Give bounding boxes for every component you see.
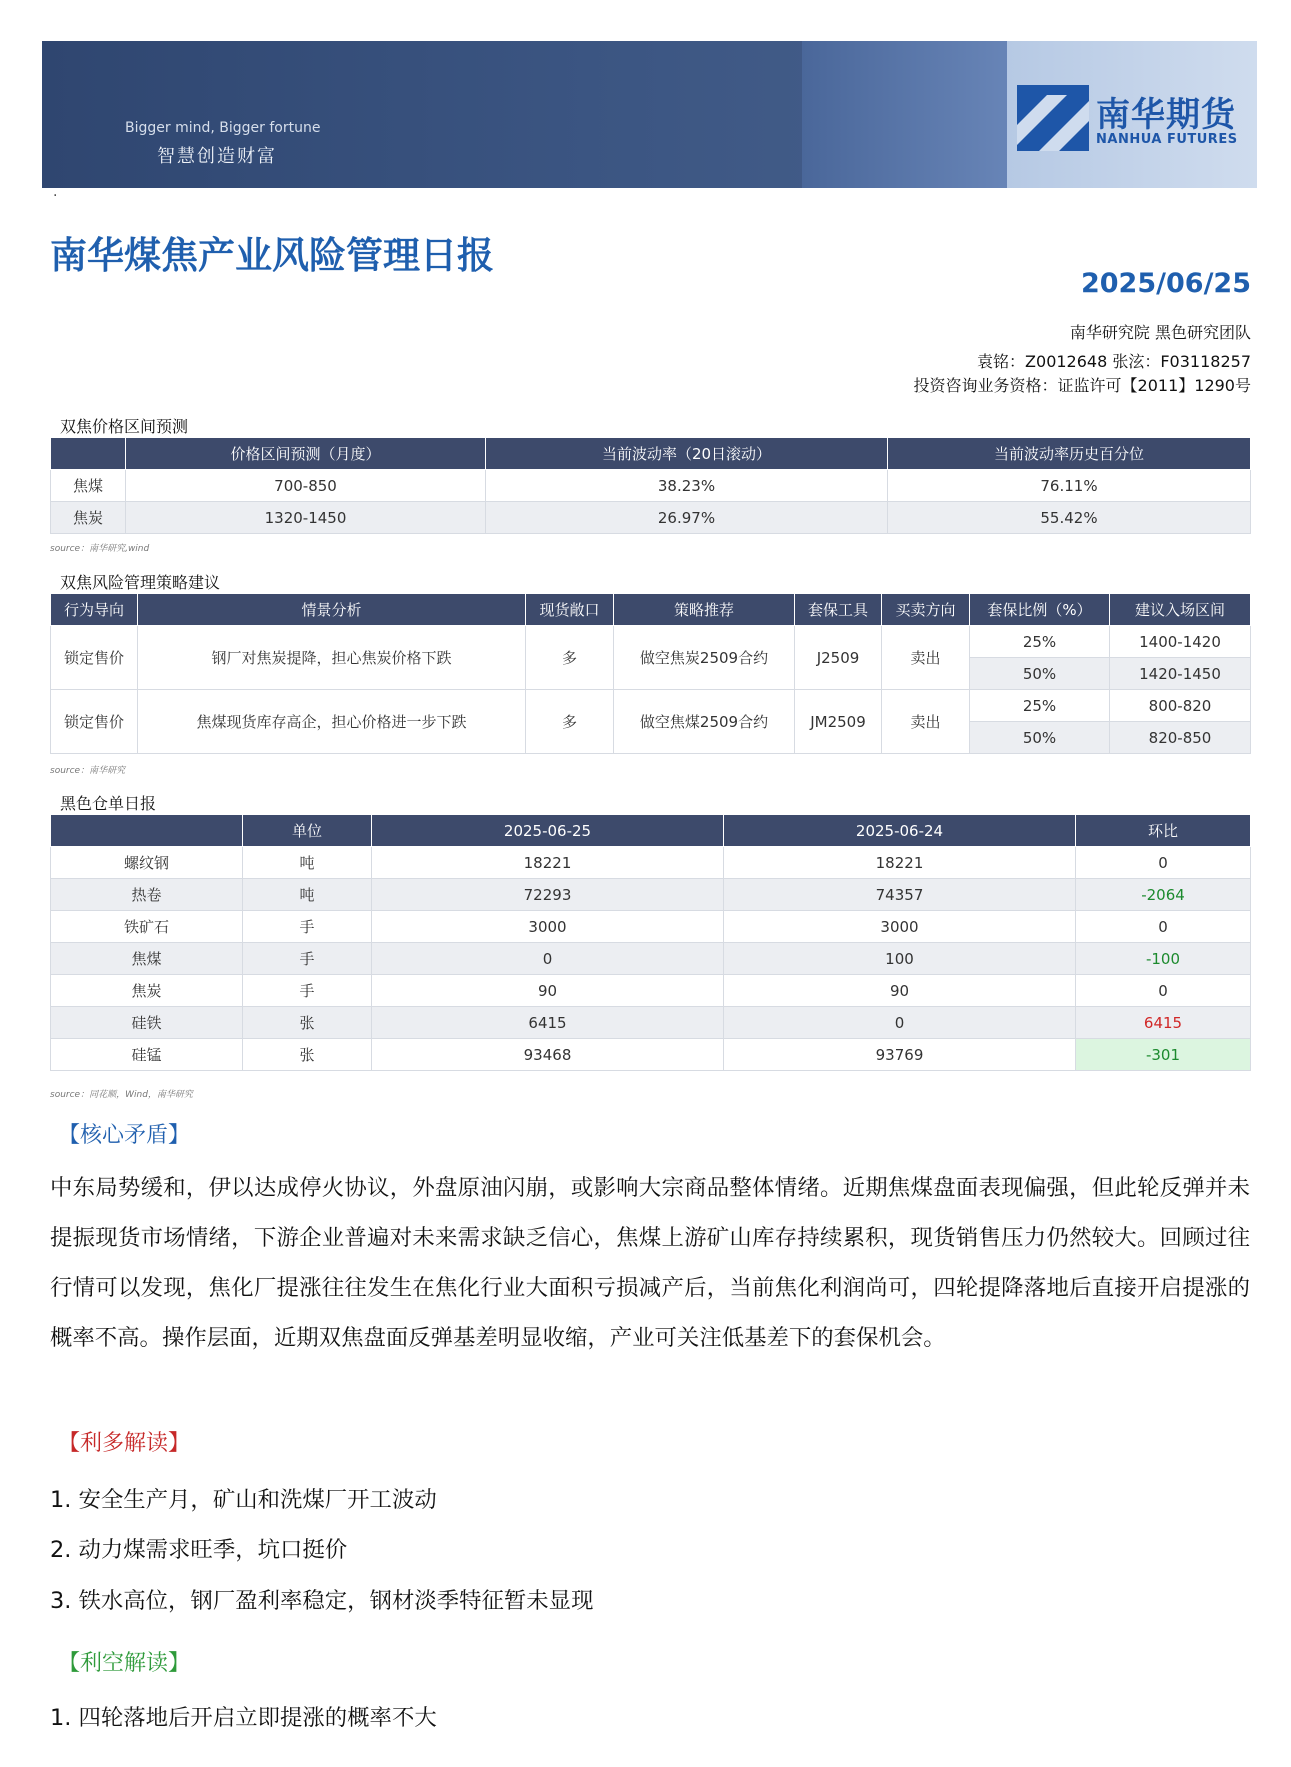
table-cell: 锁定售价 xyxy=(51,690,138,754)
table-row xyxy=(51,911,1251,943)
table-cell: 张 xyxy=(243,1039,372,1071)
table-cell: 90 xyxy=(372,975,724,1007)
change-cell: 6415 xyxy=(1076,1007,1251,1039)
slogan-english: Bigger mind, Bigger fortune xyxy=(125,120,321,136)
table-cell: 焦煤现货库存高企，担心价格进一步下跌 xyxy=(138,690,526,754)
column-header: 当前波动率（20日滚动） xyxy=(486,438,888,470)
logo-text-english: NANHUA FUTURES xyxy=(1096,132,1238,147)
table-cell: 多 xyxy=(526,626,614,690)
table-cell: 卖出 xyxy=(882,626,970,690)
change-cell: -100 xyxy=(1076,943,1251,975)
core-conflict-heading: 【核心矛盾】 xyxy=(58,1123,191,1148)
column-header: 情景分析 xyxy=(138,594,526,626)
table-cell: 93769 xyxy=(724,1039,1076,1071)
bullish-item: 3. 铁水高位，钢厂盈利率稳定，钢材淡季特征暂未显现 xyxy=(50,1588,594,1614)
strategy-table xyxy=(50,593,1251,754)
table-cell: 硅铁 xyxy=(51,1007,243,1039)
table-header-row xyxy=(51,815,1251,847)
warehouse-table-source: source：同花顺，Wind，南华研究 xyxy=(50,1090,193,1100)
table-cell: 硅锰 xyxy=(51,1039,243,1071)
column-header: 单位 xyxy=(243,815,372,847)
table-cell: 焦炭 xyxy=(51,975,243,1007)
column-header: 买卖方向 xyxy=(882,594,970,626)
table-cell: 18221 xyxy=(724,847,1076,879)
research-team: 南华研究院 黑色研究团队 xyxy=(1069,323,1251,342)
bullish-item: 2. 动力煤需求旺季，坑口挺价 xyxy=(50,1537,348,1563)
table-cell: 55.42% xyxy=(888,502,1251,534)
column-header: 2025-06-25 xyxy=(372,815,724,847)
table-row xyxy=(51,690,1251,722)
column-header: 行为导向 xyxy=(51,594,138,626)
header-banner xyxy=(42,41,1257,188)
column-header: 价格区间预测（月度） xyxy=(126,438,486,470)
table-cell: 锁定售价 xyxy=(51,626,138,690)
table-cell: 700-850 xyxy=(126,470,486,502)
table-cell: 做空焦煤2509合约 xyxy=(614,690,795,754)
table-cell: 1420-1450 xyxy=(1110,658,1251,690)
table-cell: J2509 xyxy=(795,626,882,690)
analyst-ids: 袁铭：Z0012648 张泫：F03118257 xyxy=(977,352,1251,371)
warehouse-table-label: 黑色仓单日报 xyxy=(60,794,157,813)
strategy-table-source: source：南华研究 xyxy=(50,766,126,776)
table-cell: 焦煤 xyxy=(51,943,243,975)
table-row xyxy=(51,626,1251,658)
strategy-table-label: 双焦风险管理策略建议 xyxy=(60,573,221,592)
table-cell: 50% xyxy=(970,658,1110,690)
bullish-item: 1. 安全生产月，矿山和洗煤厂开工波动 xyxy=(50,1487,437,1513)
table-header-row xyxy=(51,594,1251,626)
table-row xyxy=(51,470,1251,502)
table-cell: 多 xyxy=(526,690,614,754)
table-cell: 手 xyxy=(243,975,372,1007)
price-forecast-table xyxy=(50,437,1251,534)
table-cell: 72293 xyxy=(372,879,724,911)
table-cell: 1320-1450 xyxy=(126,502,486,534)
column-header: 策略推荐 xyxy=(614,594,795,626)
table-cell: 张 xyxy=(243,1007,372,1039)
table-cell: 1400-1420 xyxy=(1110,626,1251,658)
table-cell: 0 xyxy=(372,943,724,975)
table-cell: 74357 xyxy=(724,879,1076,911)
table-cell: 820-850 xyxy=(1110,722,1251,754)
table-cell: 50% xyxy=(970,722,1110,754)
change-cell: 0 xyxy=(1076,911,1251,943)
price-table-source: source：南华研究,wind xyxy=(50,544,150,554)
column-header xyxy=(51,438,126,470)
column-header: 2025-06-24 xyxy=(724,815,1076,847)
table-cell: 18221 xyxy=(372,847,724,879)
table-cell: 100 xyxy=(724,943,1076,975)
table-cell: 90 xyxy=(724,975,1076,1007)
table-cell: 卖出 xyxy=(882,690,970,754)
table-row xyxy=(51,975,1251,1007)
table-cell: 26.97% xyxy=(486,502,888,534)
column-header: 当前波动率历史百分位 xyxy=(888,438,1251,470)
change-cell: 0 xyxy=(1076,847,1251,879)
license-info: 投资咨询业务资格：证监许可【2011】1290号 xyxy=(913,376,1251,395)
table-cell: 吨 xyxy=(243,847,372,879)
table-row xyxy=(51,1039,1251,1071)
table-cell: 38.23% xyxy=(486,470,888,502)
table-cell: 手 xyxy=(243,911,372,943)
table-row xyxy=(51,879,1251,911)
table-row xyxy=(51,847,1251,879)
nanhua-logo-icon xyxy=(1017,85,1089,151)
table-cell: 做空焦炭2509合约 xyxy=(614,626,795,690)
table-header-row xyxy=(51,438,1251,470)
table-cell: 吨 xyxy=(243,879,372,911)
table-cell: JM2509 xyxy=(795,690,882,754)
bearish-heading: 【利空解读】 xyxy=(58,1651,191,1676)
column-header: 套保比例（%） xyxy=(970,594,1110,626)
table-cell: 手 xyxy=(243,943,372,975)
bearish-item: 1. 四轮落地后开启立即提涨的概率不大 xyxy=(50,1705,437,1731)
warehouse-receipt-table xyxy=(50,814,1251,1071)
table-cell: 800-820 xyxy=(1110,690,1251,722)
column-header: 建议入场区间 xyxy=(1110,594,1251,626)
table-cell: 螺纹钢 xyxy=(51,847,243,879)
table-cell: 76.11% xyxy=(888,470,1251,502)
table-row xyxy=(51,1007,1251,1039)
change-cell: -2064 xyxy=(1076,879,1251,911)
table-cell: 93468 xyxy=(372,1039,724,1071)
table-cell: 3000 xyxy=(724,911,1076,943)
bullish-heading: 【利多解读】 xyxy=(58,1431,191,1456)
table-cell: 热卷 xyxy=(51,879,243,911)
table-cell: 25% xyxy=(970,690,1110,722)
logo-text-chinese: 南华期货 xyxy=(1096,95,1236,135)
bullet-dot: · xyxy=(53,188,58,204)
column-header xyxy=(51,815,243,847)
column-header: 现货敞口 xyxy=(526,594,614,626)
report-date: 2025/06/25 xyxy=(1080,268,1251,299)
column-header: 环比 xyxy=(1076,815,1251,847)
table-cell: 25% xyxy=(970,626,1110,658)
table-cell: 0 xyxy=(724,1007,1076,1039)
column-header: 套保工具 xyxy=(795,594,882,626)
table-cell: 焦炭 xyxy=(51,502,126,534)
change-cell: 0 xyxy=(1076,975,1251,1007)
table-cell: 6415 xyxy=(372,1007,724,1039)
slogan-chinese: 智慧创造财富 xyxy=(157,146,277,167)
table-cell: 焦煤 xyxy=(51,470,126,502)
change-cell: -301 xyxy=(1076,1039,1251,1071)
table-row xyxy=(51,943,1251,975)
report-title: 南华煤焦产业风险管理日报 xyxy=(50,234,494,277)
table-cell: 钢厂对焦炭提降，担心焦炭价格下跌 xyxy=(138,626,526,690)
core-conflict-text: 中东局势缓和，伊以达成停火协议，外盘原油闪崩，或影响大宗商品整体情绪。近期焦煤盘面表现偏强，但此轮反弹并未提振现货市场情绪，下游企业普遍对未来需求缺乏信心，焦煤上游矿山库存持续累积，现货销售压力仍然较大。回顾过往行情可以发现，焦化厂提涨往往发生在焦化行业大面积亏损减产后，当前焦化利润尚可，四轮提降落地后直接开启提涨的概率不高。操作层面，近期双焦盘面反弹基差明显收缩，产业可关注低基差下的套保机会。 xyxy=(50,1175,1250,1351)
table-cell: 铁矿石 xyxy=(51,911,243,943)
price-table-label: 双焦价格区间预测 xyxy=(60,417,189,436)
table-cell: 3000 xyxy=(372,911,724,943)
table-row xyxy=(51,502,1251,534)
